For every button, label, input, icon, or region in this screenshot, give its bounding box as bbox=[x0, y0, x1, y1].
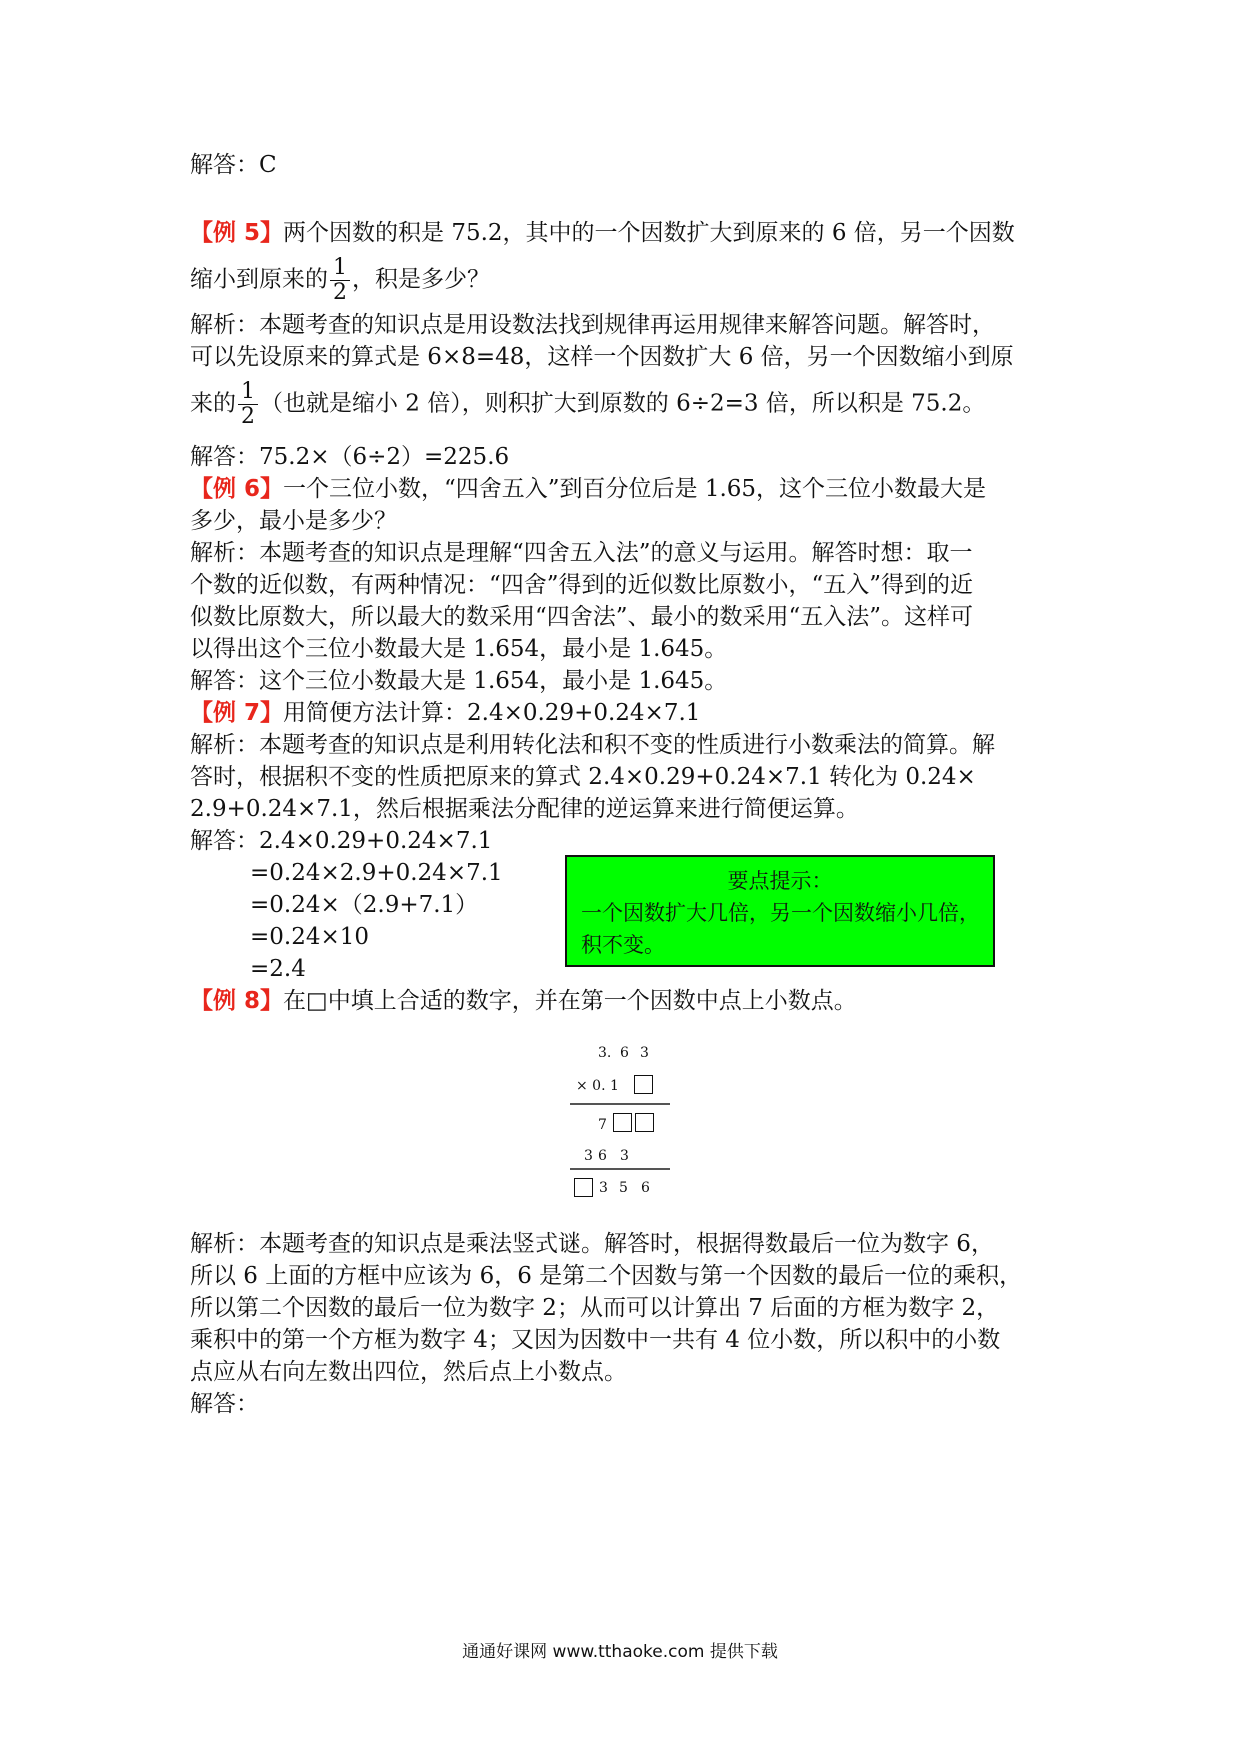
calc-step: =0.24×2.9+0.24×7.1 bbox=[250, 860, 503, 886]
digit: 6 bbox=[641, 1180, 650, 1196]
text: 来的 bbox=[190, 390, 236, 417]
tip-box bbox=[565, 855, 995, 967]
analysis-line: 解析：本题考查的知识点是乘法竖式谜。解答时，根据得数最后一位为数字 6， bbox=[190, 1231, 994, 1257]
example-5-question bbox=[190, 217, 1070, 249]
fraction-denominator: 2 bbox=[333, 280, 347, 305]
text: 缩小到原来的 bbox=[190, 266, 328, 293]
calc-step: =0.24×（2.9+7.1） bbox=[250, 892, 479, 918]
example-7-question bbox=[190, 697, 1070, 729]
analysis-line: 2.9+0.24×7.1，然后根据乘法分配律的逆运算来进行简便运算。 bbox=[190, 796, 859, 822]
digit: 3 bbox=[640, 1045, 649, 1061]
analysis-line: 解析：本题考查的知识点是用设数法找到规律再运用规律来解答问题。解答时， bbox=[190, 312, 995, 338]
analysis-line: 乘积中的第一个方框为数字 4；又因为因数中一共有 4 位小数，所以积中的小数 bbox=[190, 1327, 1001, 1353]
answer-line: 解答：2.4×0.29+0.24×7.1 bbox=[190, 828, 493, 854]
tip-line: 一个因数扩大几倍，另一个因数缩小几倍， bbox=[581, 901, 980, 925]
text: 在□中填上合适的数字，并在第一个因数中点上小数点。 bbox=[283, 988, 857, 1014]
example-6-tag: 【例 6】 bbox=[190, 476, 284, 502]
fraction-half bbox=[238, 380, 258, 429]
analysis-line: 个数的近似数，有两种情况：“四舍”得到的近似数比原数小，“五入”得到的近 bbox=[190, 572, 974, 598]
example-8-tag: 【例 8】 bbox=[190, 988, 284, 1014]
example-5-question-cont bbox=[190, 256, 1070, 305]
analysis-line: 解析：本题考查的知识点是理解“四舍五入法”的意义与运用。解答时想：取一 bbox=[190, 540, 973, 566]
text: 一个三位小数，“四舍五入”到百分位后是 1.65，这个三位小数最大是 bbox=[283, 476, 987, 502]
example-8-question bbox=[190, 985, 1070, 1017]
answer-line: 解答： bbox=[190, 1391, 259, 1417]
analysis-line: 可以先设原来的算式是 6×8=48，这样一个因数扩大 6 倍，另一个因数缩小到原 bbox=[190, 344, 1014, 370]
text: （也就是缩小 2 倍），则积扩大到原数的 6÷2=3 倍，所以积是 75.2。 bbox=[260, 390, 986, 417]
answer-line: 解答：C bbox=[190, 152, 277, 178]
digit: 3. bbox=[598, 1045, 612, 1061]
answer-line: 解答：75.2×（6÷2）=225.6 bbox=[190, 444, 510, 470]
vertical-multiplication bbox=[560, 1045, 680, 1225]
example-5-tag: 【例 5】 bbox=[190, 220, 284, 246]
analysis-line: 答时，根据积不变的性质把原来的算式 2.4×0.29+0.24×7.1 转化为 0.24× bbox=[190, 764, 976, 790]
analysis-line: 所以第二个因数的最后一位为数字 2；从而可以计算出 7 后面的方框为数字 2， bbox=[190, 1295, 1000, 1321]
digit: 6 bbox=[598, 1148, 607, 1164]
tip-line: 积不变。 bbox=[581, 933, 665, 957]
text: ，积是多少？ bbox=[352, 266, 490, 293]
blank-box bbox=[613, 1113, 632, 1132]
digit: 7 bbox=[598, 1117, 607, 1133]
blank-box bbox=[634, 1075, 653, 1094]
question-line: 多少，最小是多少？ bbox=[190, 508, 397, 534]
answer-line: 解答：这个三位小数最大是 1.654，最小是 1.645。 bbox=[190, 668, 728, 694]
text: 两个因数的积是 75.2，其中的一个因数扩大到原来的 6 倍，另一个因数 bbox=[283, 220, 1015, 246]
tip-title: 要点提示： bbox=[727, 869, 833, 893]
blank-box bbox=[574, 1178, 593, 1197]
example-6-question bbox=[190, 473, 1070, 505]
fraction-numerator: 1 bbox=[330, 256, 350, 281]
calc-step: =0.24×10 bbox=[250, 924, 370, 950]
fraction-numerator: 1 bbox=[238, 380, 258, 405]
fraction-denominator: 2 bbox=[241, 404, 255, 429]
analysis-line: 所以 6 上面的方框中应该为 6，6 是第二个因数与第一个因数的最后一位的乘积， bbox=[190, 1263, 1023, 1289]
analysis-line: 点应从右向左数出四位，然后点上小数点。 bbox=[190, 1359, 627, 1385]
analysis-line bbox=[190, 380, 1070, 429]
calc-step: =2.4 bbox=[250, 956, 306, 982]
multiplier-prefix: × 0. 1 bbox=[576, 1078, 619, 1094]
analysis-line: 解析：本题考查的知识点是利用转化法和积不变的性质进行小数乘法的简算。解 bbox=[190, 732, 995, 758]
analysis-line: 似数比原数大，所以最大的数采用“四舍法”、最小的数采用“五入法”。这样可 bbox=[190, 604, 974, 630]
text: 用简便方法计算：2.4×0.29+0.24×7.1 bbox=[283, 700, 701, 726]
blank-box bbox=[635, 1113, 654, 1132]
footer-credit: 通通好课网 www.tthaoke.com 提供下载 bbox=[462, 1642, 778, 1662]
digit: 5 bbox=[619, 1180, 628, 1196]
rule-line bbox=[570, 1168, 670, 1170]
fraction-half bbox=[330, 256, 350, 305]
digit: 6 bbox=[620, 1045, 629, 1061]
digit: 3 bbox=[584, 1148, 593, 1164]
rule-line bbox=[570, 1103, 670, 1105]
digit: 3 bbox=[599, 1180, 608, 1196]
example-7-tag: 【例 7】 bbox=[190, 700, 284, 726]
analysis-line: 以得出这个三位小数最大是 1.654，最小是 1.645。 bbox=[190, 636, 728, 662]
digit: 3 bbox=[620, 1148, 629, 1164]
